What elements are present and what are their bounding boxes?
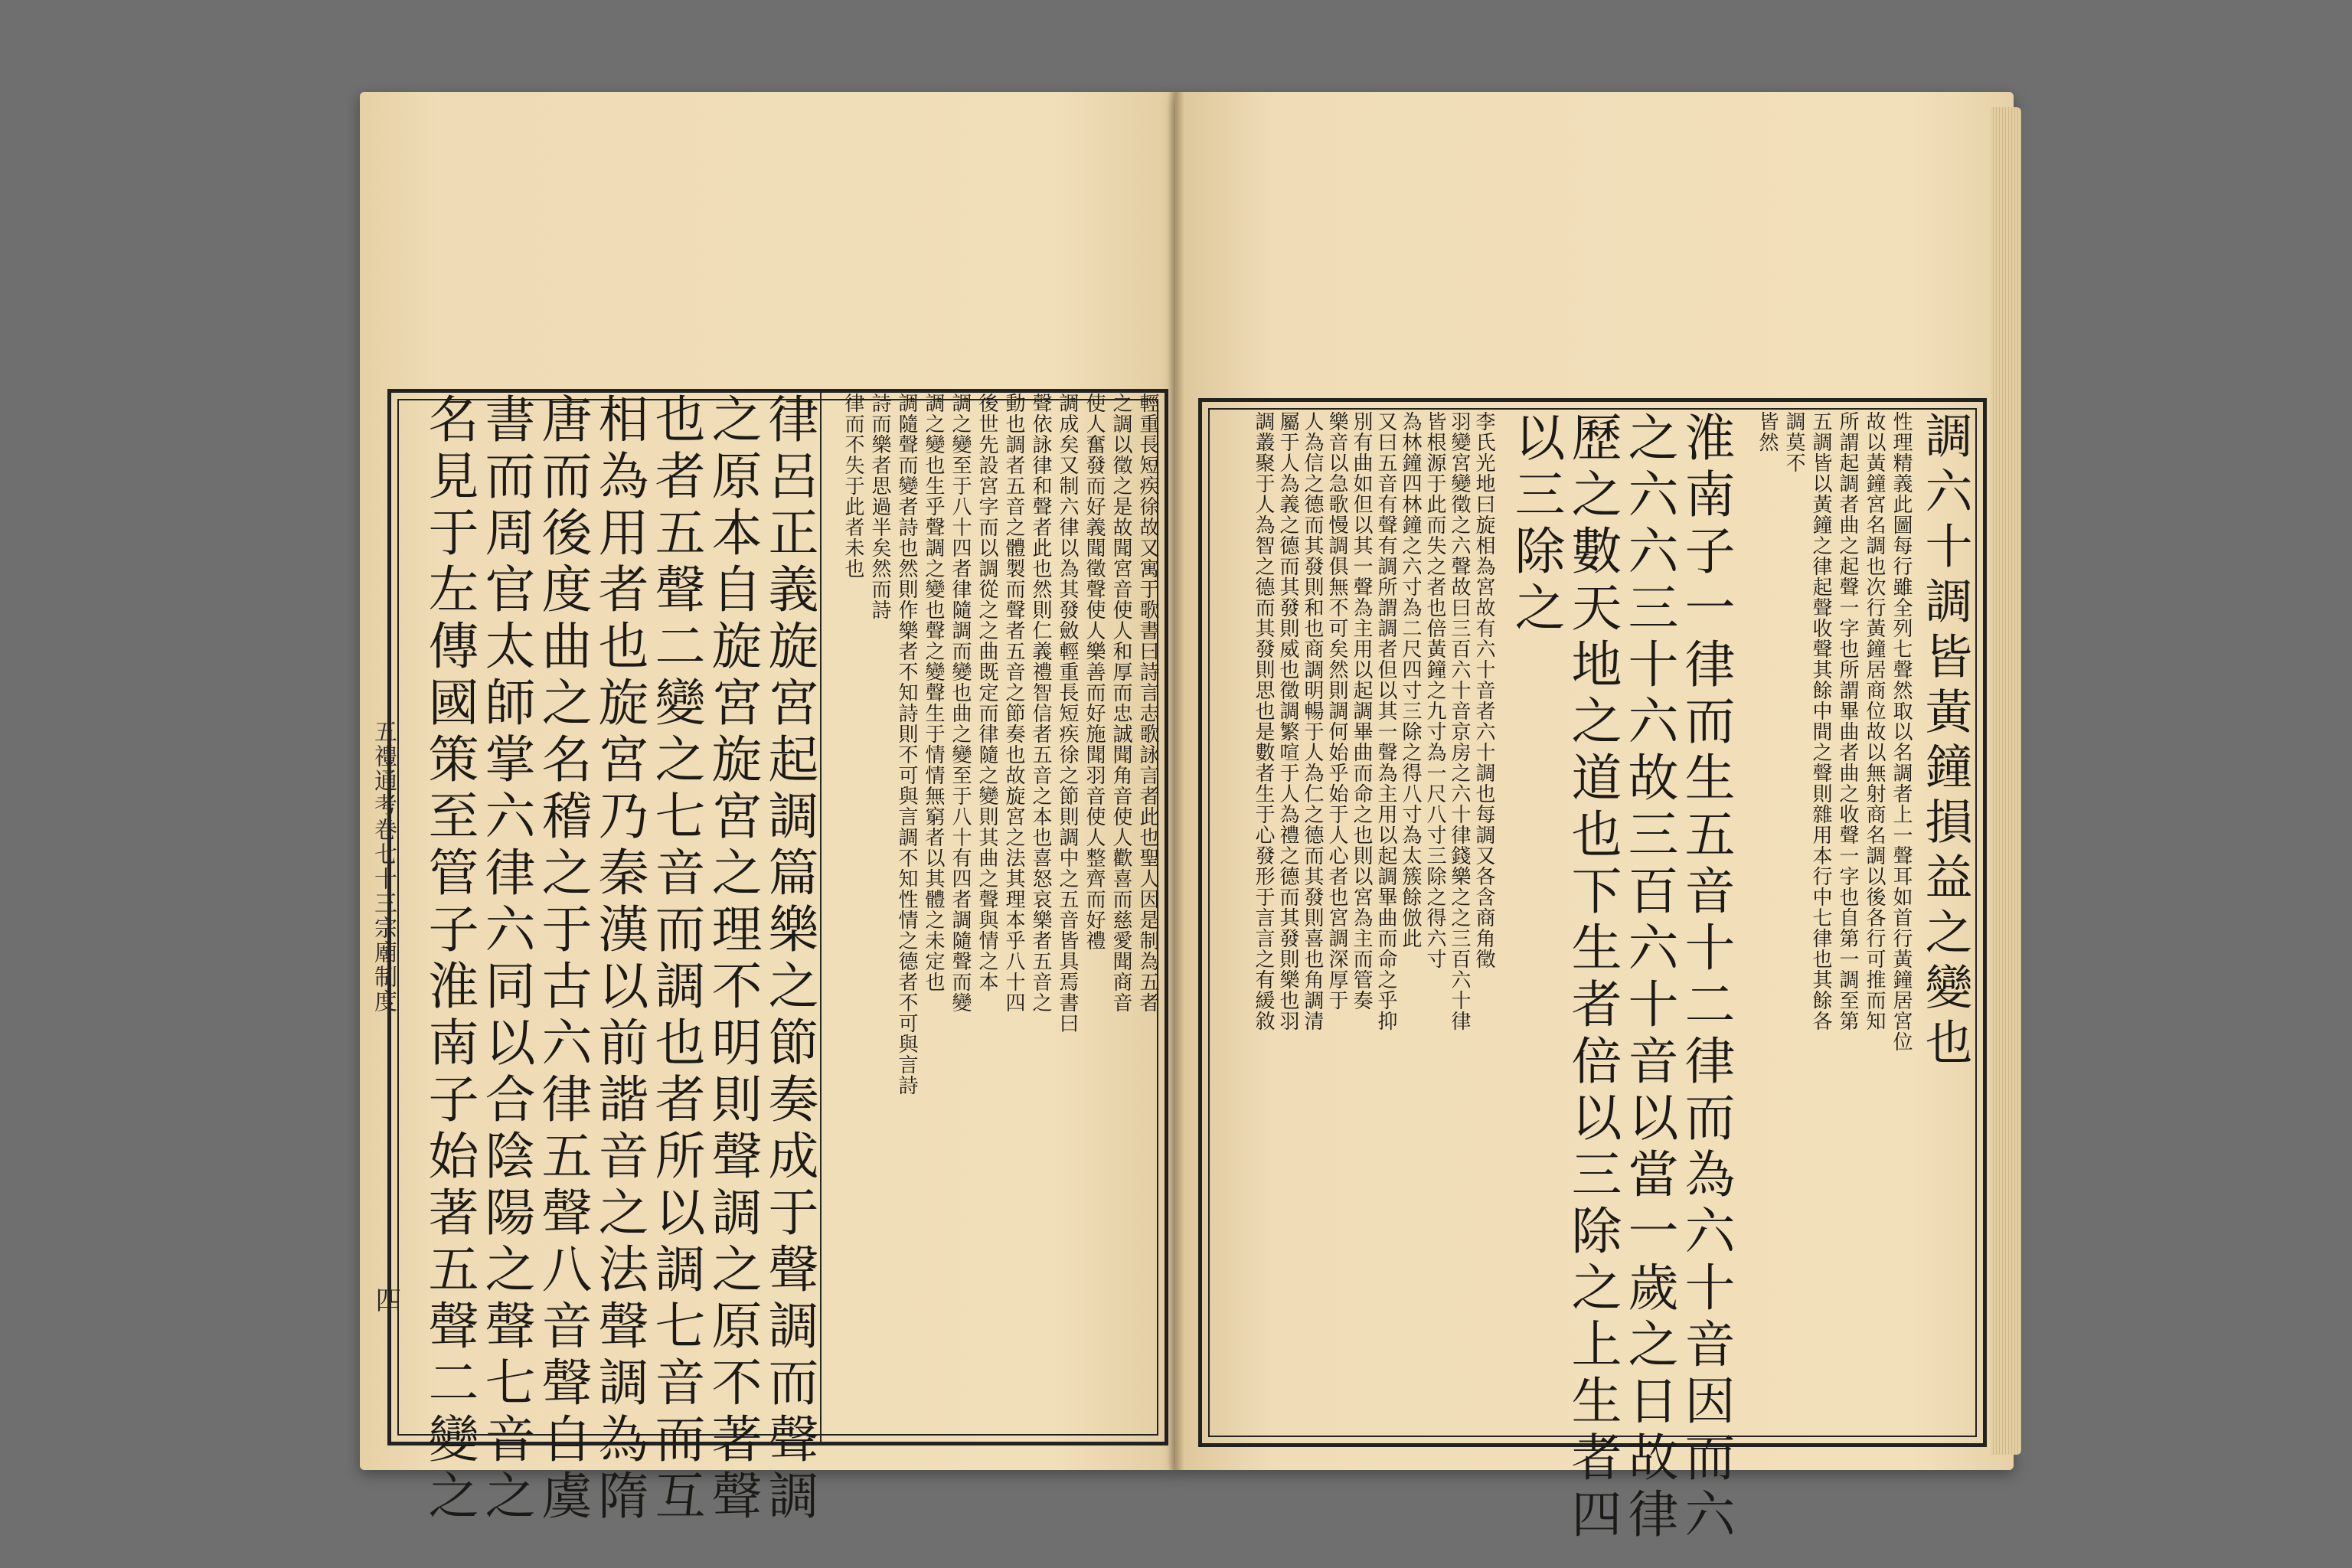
- right-main-column-3: 歷之數天地之道也下生者倍以三除之上生者四: [1563, 411, 1622, 1544]
- left-annotation-column-10: 調隨聲而變者詩也然則作樂者不知詩則不可與言調不知性情之德者不可與言詩: [895, 393, 918, 1096]
- left-page-frame: [387, 389, 1168, 1526]
- book-gutter: [1168, 92, 1184, 1470]
- left-main-column-7: 名見于左傳國策至管子淮南子始著五聲二變之: [420, 393, 479, 1526]
- right-commentary-column-7: 樂音以急歌慢調俱無不可矣然則調何始乎始于人心者也宮調深厚于: [1325, 411, 1348, 1011]
- left-margin-label: 五禮通考卷七十三宗廟制度: [370, 720, 397, 1014]
- right-commentary-column-5: 又曰五音有聲有調所謂調者但以其一聲為主用以起調畢曲而命之乎抑: [1374, 411, 1397, 1031]
- left-annotation-column-3: 使人奮發而好義聞徵聲使人樂善而好施聞羽音使人整齊而好禮: [1083, 393, 1106, 951]
- section-heading: 調六十調皆黃鐘損益之變也: [1917, 411, 1973, 1073]
- left-annotation-column-7: 後世先設宮字而以調從之之曲既定而律隨之變則其曲之聲與情之本: [975, 393, 998, 992]
- left-page-number: 四: [371, 1286, 401, 1314]
- right-main-column-4: 以三除之: [1506, 411, 1565, 638]
- left-main-column-4: 相為用者也旋宮乃秦漢以前諧音之法聲調為隋: [590, 393, 648, 1526]
- left-annotation-column-11: 詩而樂者思過半矣然而詩: [868, 393, 891, 620]
- left-main-column-5: 唐而後度曲之名稽之于古六律五聲八音聲自虞: [533, 393, 592, 1526]
- right-annotation-column-1: 性理精義此圖每行雖全列七聲然取以名調者上一聲耳如首行黃鐘居宮位: [1890, 411, 1913, 1052]
- right-commentary-column-6: 別有曲如但以其一聲為主用以起調畢曲而命之也則以宮為主而管奏: [1350, 411, 1373, 1011]
- right-annotation-column-3: 所謂起調者曲之起聲一字也所謂畢曲者曲之收聲一字也自第一調至第: [1836, 411, 1859, 1031]
- right-commentary-column-3: 皆根源于此而失之者也倍黃鐘之九寸為一尺八寸三除之得六寸: [1423, 411, 1446, 969]
- left-annotation-column-8: 調之變至于八十四者律隨調而變也曲之變至于八十有四者調隨聲而變: [949, 393, 972, 1013]
- right-main-column-2: 之六六三十六故三百六十音以當一歲之日故律: [1619, 411, 1678, 1544]
- right-commentary-column-8: 人為信之德而其發則和也商調明暢于人為仁之德而其發則喜也角調清: [1301, 411, 1324, 1031]
- left-annotation-column-5: 聲依詠律和聲者此也然則仁義禮智信者五音之本也喜怒哀樂者五音之: [1029, 393, 1052, 1013]
- right-commentary-column-2: 羽變宮變徵之六聲故曰三百六十音京房之六十律錢樂之之三百六十律: [1448, 411, 1471, 1031]
- column-divider: [820, 393, 822, 1442]
- left-page: [360, 92, 1175, 1526]
- left-main-column-3: 也者五聲二變之七音而調也者所以調七音而互: [646, 393, 705, 1526]
- left-annotation-column-4: 調成矣又制六律以為其發斂輕重長短疾徐之節則調中之五音皆具焉書曰: [1056, 393, 1079, 1034]
- right-page: [1175, 92, 2014, 1544]
- right-annotation-column-4: 五調皆以黃鐘之律起聲收聲其餘中間之聲則雜用本行中七律也其餘各: [1809, 411, 1832, 1031]
- right-annotation-column-2: 故以黃鐘宮名調也次行黃鐘居商位故以無射商名調以後各行可推而知: [1863, 411, 1886, 1031]
- page-edges: [1991, 107, 2021, 1455]
- left-annotation-column-2: 之調以徵之是故聞宮音使人和厚而忠誠聞角音使人歡喜而慈愛聞商音: [1109, 393, 1132, 1013]
- right-commentary-column-10: 調叢聚于人為智之德而其發則思也是數者生于心發形于言言之有緩敘: [1252, 411, 1275, 1031]
- right-commentary-column-4: 為林鐘四林鐘之六寸為二尺四寸三除之得八寸為太簇餘倣此: [1399, 411, 1422, 949]
- left-annotation-column-9: 調之變也生乎聲調之變也聲之變聲生于情情無窮者以其體之未定也: [922, 393, 945, 992]
- right-annotation-column-6: 皆然: [1756, 411, 1779, 452]
- left-main-column-2: 之原本自旋宮旋宮之理不明則聲調之原不著聲: [703, 393, 762, 1526]
- left-annotation-column-1: 輕重長短疾徐故又寓于歌書曰詩言志歌詠言者此也聖人因是制為五者: [1136, 393, 1159, 1013]
- right-commentary-column-1: 李氏光地曰旋相為宮故有六十音者六十調也每調又各含商角徵: [1472, 411, 1495, 969]
- left-annotation-column-12: 律而不失于此者未也: [841, 393, 864, 579]
- left-main-column-6: 書而周官太師掌六律六同以合陰陽之聲七音之: [476, 393, 535, 1526]
- left-main-column-1: 律呂正義旋宮起調篇樂之節奏成于聲調而聲調: [760, 393, 818, 1526]
- right-commentary-column-9: 屬于人為義之德而其發則威也徵調繁喧于人為禮之德而其發則樂也羽: [1276, 411, 1299, 1031]
- right-main-column-1: 淮南子一律而生五音十二律而為六十音因而六: [1676, 411, 1735, 1544]
- left-annotation-column-6: 動也調者五音之體製而聲者五音之節奏也故旋宮之法其理本乎八十四: [1002, 393, 1025, 1013]
- right-page-frame: [1198, 398, 1987, 1544]
- right-annotation-column-5: 調莫不: [1782, 411, 1805, 473]
- open-book: [360, 92, 2014, 1544]
